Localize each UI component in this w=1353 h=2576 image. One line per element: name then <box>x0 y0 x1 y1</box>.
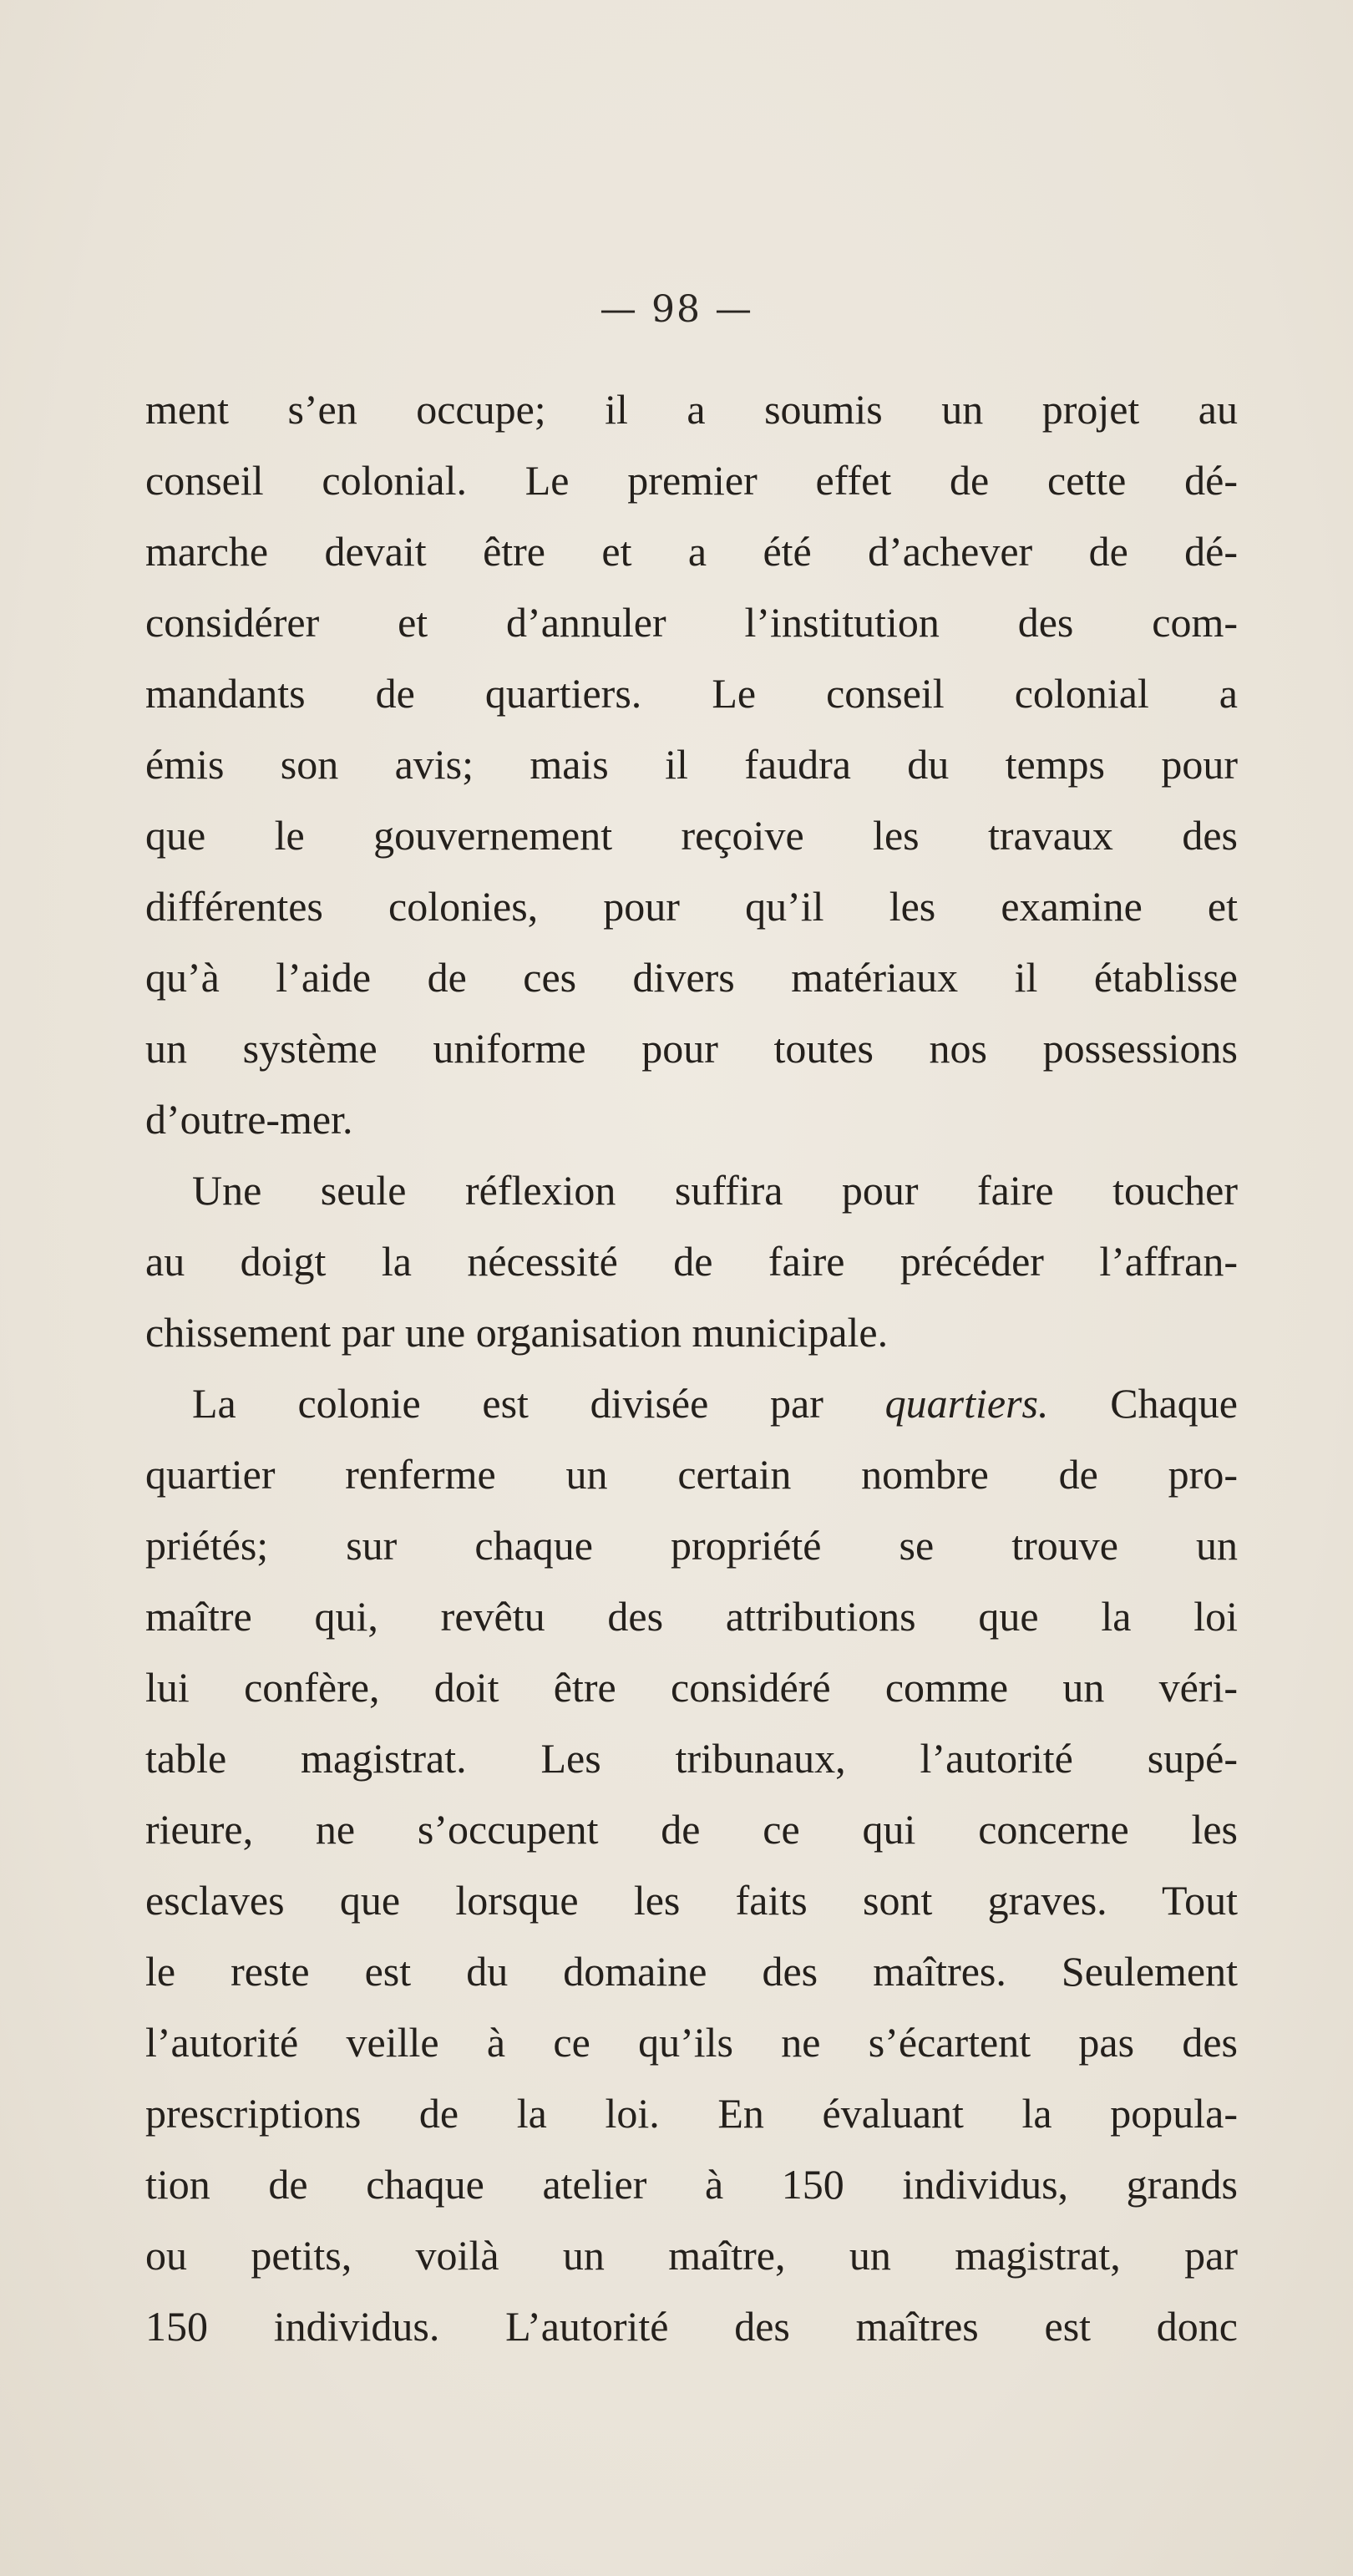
body-text <box>145 374 1238 2362</box>
text-line: qu’à l’aide de ces divers matériaux il établisse <box>145 954 1238 1001</box>
text-line: conseil colonial. Le premier effet de cette dé- <box>145 457 1238 504</box>
text-line: quartier renferme un certain nombre de pro- <box>145 1451 1238 1498</box>
text-line: lui confère, doit être considéré comme un véri- <box>145 1664 1238 1711</box>
text-line: maître qui, revêtu des attributions que la loi <box>145 1593 1238 1640</box>
text-line: émis son avis; mais il faudra du temps pour <box>145 741 1238 788</box>
text-line: au doigt la nécessité de faire précéder l’affran- <box>145 1238 1238 1285</box>
text-line: ment s’en occupe; il a soumis un projet au <box>145 386 1238 433</box>
text-line: mandants de quartiers. Le conseil colonial a <box>145 670 1238 717</box>
text-line: tion de chaque atelier à 150 individus, grands <box>145 2161 1238 2208</box>
text-line-mixed <box>145 1368 1238 1439</box>
text-line: table magistrat. Les tribunaux, l’autorité supé- <box>145 1735 1238 1782</box>
text-line: différentes colonies, pour qu’il les examine et <box>145 883 1238 930</box>
text-line: priétés; sur chaque propriété se trouve un <box>145 1522 1238 1569</box>
text-segment: Chaque <box>1110 1380 1238 1427</box>
text-line: le reste est du domaine des maîtres. Seulement <box>145 1948 1238 1995</box>
text-line: un système uniforme pour toutes nos possessions <box>145 1025 1238 1072</box>
text-line: l’autorité veille à ce qu’ils ne s’écartent pas des <box>145 2019 1238 2066</box>
text-segment: La colonie est divisée par <box>192 1380 823 1427</box>
text-line: ou petits, voilà un maître, un magistrat, par <box>145 2232 1238 2279</box>
text-line: considérer et d’annuler l’institution des com- <box>145 599 1238 646</box>
italic-term: quartiers. <box>884 1380 1049 1427</box>
text-line: marche devait être et a été d’achever de dé- <box>145 528 1238 575</box>
text-line: rieure, ne s’occupent de ce qui concerne les <box>145 1806 1238 1853</box>
text-line: Une seule réflexion suffira pour faire toucher <box>192 1167 1238 1214</box>
text-line: chissement par une organisation municipale. <box>145 1309 889 1356</box>
text-line: esclaves que lorsque les faits sont graves. Tout <box>145 1877 1238 1924</box>
text-line: d’outre-mer. <box>145 1096 353 1143</box>
text-line: que le gouvernement reçoive les travaux des <box>145 812 1238 859</box>
text-line: prescriptions de la loi. En évaluant la popula- <box>145 2090 1238 2137</box>
page-number: — 98 — <box>600 288 753 331</box>
text-line: 150 individus. L’autorité des maîtres est donc <box>145 2303 1238 2350</box>
